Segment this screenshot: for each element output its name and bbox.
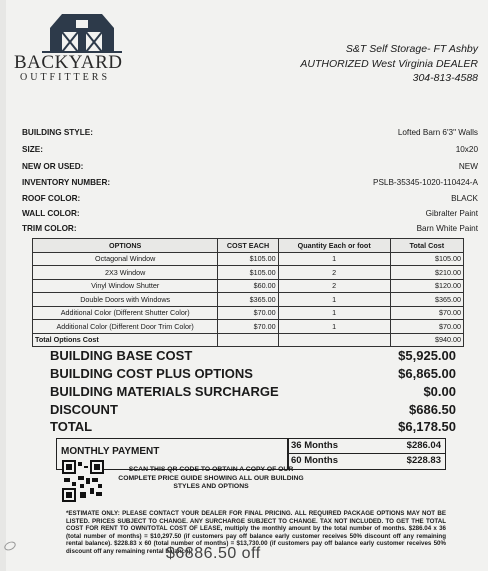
col-header-total: Total Cost (390, 239, 463, 253)
table-row (33, 279, 464, 293)
option-total: $105.00 (390, 252, 463, 266)
spec-label: BUILDING STYLE: (22, 128, 93, 137)
cost-label: DISCOUNT (50, 402, 118, 417)
spec-row (22, 128, 478, 140)
cost-row (50, 419, 456, 437)
spec-row (22, 178, 478, 190)
plan-amount: $228.83 (406, 455, 441, 466)
col-header-options: OPTIONS (33, 239, 218, 253)
table-row (33, 320, 464, 334)
option-total: $120.00 (390, 279, 463, 293)
table-row (33, 306, 464, 320)
spec-value: Gibralter Paint (425, 209, 478, 218)
table-row (33, 252, 464, 266)
spec-row (22, 209, 478, 221)
option-name: Additional Color (Different Shutter Color) (33, 306, 218, 320)
cost-label: BUILDING MATERIALS SURCHARGE (50, 384, 279, 399)
option-total: $70.00 (390, 320, 463, 334)
qr-code-icon[interactable] (62, 460, 104, 502)
cost-row (50, 366, 456, 384)
table-row (33, 293, 464, 307)
option-cost: $70.00 (218, 306, 278, 320)
cost-value: $6,178.50 (398, 419, 456, 434)
spec-label: ROOF COLOR: (22, 194, 81, 203)
cost-row (50, 384, 456, 402)
total-options-value: $940.00 (390, 333, 463, 347)
spec-value: 10x20 (455, 145, 478, 154)
cost-value: $0.00 (423, 384, 456, 399)
logo-brand-text: BACKYARD (14, 52, 123, 73)
option-name: Octagonal Window (33, 252, 218, 266)
option-qty: 1 (278, 306, 390, 320)
plan-term: 36 Months (291, 440, 338, 451)
cost-value: $686.50 (409, 402, 456, 417)
spec-value: NEW (458, 162, 478, 171)
spec-row (22, 194, 478, 206)
spec-value: BLACK (451, 194, 478, 203)
payment-plan-row (289, 454, 445, 468)
backyard-outfitters-logo (14, 8, 146, 83)
table-row (33, 266, 464, 280)
total-options-label: Total Options Cost (33, 333, 218, 347)
spec-value: PSLB-35345-1020-110424-A (373, 178, 478, 187)
cost-row (50, 402, 456, 420)
col-header-quantity: Quantity Each or foot (278, 239, 390, 253)
price-sheet (6, 0, 488, 571)
dealer-authorized: AUTHORIZED West Virginia DEALER (300, 57, 478, 70)
options-table (32, 238, 464, 347)
option-cost: $105.00 (218, 266, 278, 280)
option-qty: 1 (278, 320, 390, 334)
spec-label: WALL COLOR: (22, 209, 80, 218)
cost-value: $5,925.00 (398, 348, 456, 363)
option-qty: 1 (278, 252, 390, 266)
option-qty: 2 (278, 279, 390, 293)
estimate-fine-print: *ESTIMATE ONLY: PLEASE CONTACT YOUR DEALER FOR FINAL PRICING. ALL REQUIRED PACKAGE OPTIONS MAY NOT BE LISTED. PRICES SUBJECT TO CHANGE. ANY SURCHARGE SUBJECT TO CHANGE. TAX NOT INCLUDED. TO GET THE TOTAL COST FOR RENT TO OWN/TOTAL COST OF LEASE, multiply the monthly amount by the total number of months. $286.04 x 36 (total number of months) = $10,297.50 (if customers pay off balance early customer receives 50% discount off any remaining rental balance). $228.83 x 60 (total number of months) = $13,730.00 (if customers pay off balance early customer receives 50% discount off any remaining rental balance). (66, 510, 446, 555)
options-header-row (33, 239, 464, 253)
option-name: Double Doors with Windows (33, 293, 218, 307)
option-total: $210.00 (390, 266, 463, 280)
cost-label: BUILDING BASE COST (50, 348, 193, 363)
option-name: 2X3 Window (33, 266, 218, 280)
option-cost: $365.00 (218, 293, 278, 307)
barn-logo-icon (42, 8, 122, 54)
spec-value: Lofted Barn 6'3" Walls (397, 128, 478, 137)
option-total: $70.00 (390, 306, 463, 320)
spec-value: Barn White Paint (416, 224, 478, 233)
cost-row (50, 348, 456, 366)
dealer-info (300, 42, 478, 86)
dealer-phone: 304-813-4588 (412, 72, 478, 84)
option-qty: 2 (278, 266, 390, 280)
qr-instructions: SCAN THIS QR CODE TO OBTAIN A COPY OF OUR COMPLETE PRICE GUIDE SHOWING ALL OUR BUILDING STYLES AND OPTIONS (118, 466, 304, 490)
plan-term: 60 Months (291, 455, 338, 466)
spec-row (22, 224, 478, 236)
cost-value: $6,865.00 (398, 366, 456, 381)
spec-label: INVENTORY NUMBER: (22, 178, 111, 187)
monthly-payment-label: MONTHLY PAYMENT (61, 446, 160, 457)
total-options-row (33, 333, 464, 347)
option-cost: $70.00 (218, 320, 278, 334)
cost-label: BUILDING COST PLUS OPTIONS (50, 366, 253, 381)
payment-plan-row (289, 439, 445, 454)
option-qty: 1 (278, 293, 390, 307)
cost-label: TOTAL (50, 419, 93, 434)
spec-label: TRIM COLOR: (22, 224, 77, 233)
option-name: Vinyl Window Shutter (33, 279, 218, 293)
dealer-name: S&T Self Storage- FT Ashby (345, 43, 478, 55)
binder-hole (3, 540, 17, 552)
option-name: Additional Color (Different Door Trim Color) (33, 320, 218, 334)
option-cost: $60.00 (218, 279, 278, 293)
logo-sub-text: OUTFITTERS (20, 72, 110, 83)
option-total: $365.00 (390, 293, 463, 307)
col-header-cost: COST EACH (218, 239, 278, 253)
spec-label: NEW OR USED: (22, 162, 84, 171)
handwritten-price-note: $6886.50 off (166, 545, 261, 562)
spec-label: SIZE: (22, 145, 43, 154)
option-cost: $105.00 (218, 252, 278, 266)
spec-row (22, 162, 478, 174)
spec-row (22, 145, 478, 157)
plan-amount: $286.04 (406, 440, 441, 451)
